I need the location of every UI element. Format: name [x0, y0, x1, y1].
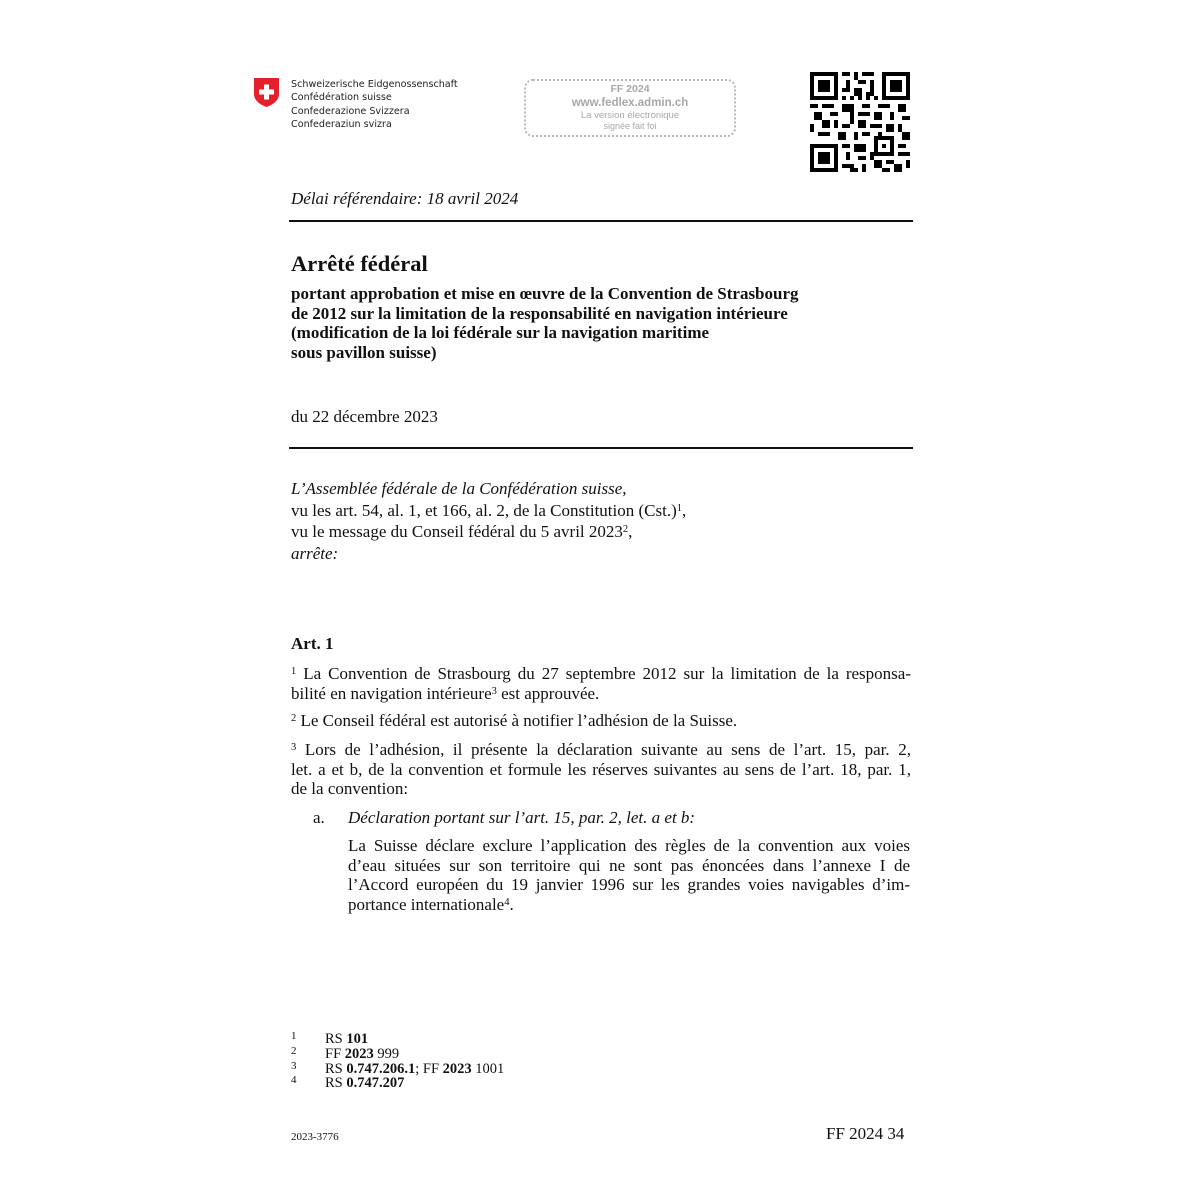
article-paragraph-2: $^2$ Le Conseil fédéral est autorisé à notifier l’adhésion de la Suisse. — [291, 711, 738, 730]
document-date: du 22 décembre 2023 — [291, 407, 438, 426]
subtitle-line: de 2012 sur la limitation de la responsabilité en navigation intérieure — [291, 303, 788, 323]
document-title: Arrêté fédéral — [291, 251, 428, 276]
footnote-ref[interactable]: 2 — [622, 524, 629, 535]
subtitle-line: (modification de la loi fédérale sur la navigation maritime — [291, 323, 710, 342]
title-divider — [289, 447, 913, 449]
subtitle-line: portant approbation et mise en œuvre de la Convention de Strasbourg — [291, 284, 799, 303]
stamp-line-1: FF 2024 — [610, 83, 650, 95]
article-paragraph-1: $^1$ La Convention de Strasbourg du 27 septembre 2012 sur la limitation de la responsa- bilité en navigation intérieure$^3$ est approuvée. — [291, 664, 911, 703]
confederation-name-fr: Confédération suisse — [291, 92, 392, 104]
confederation-name-rm: Confederaziun svizra — [291, 118, 392, 130]
qr-code — [810, 72, 910, 172]
footnote-ref[interactable]: 3 — [491, 685, 497, 697]
letter-marker: a. — [313, 808, 325, 827]
referendum-deadline: Délai référendaire: 18 avril 2024 — [291, 189, 519, 208]
swiss-cross-icon — [253, 77, 280, 108]
electronic-signature-stamp — [524, 79, 736, 137]
paragraph-number: 3 — [291, 742, 297, 753]
subtitle-line: sous pavillon suisse) — [291, 342, 437, 362]
page-reference: FF 2024 34 — [826, 1124, 905, 1143]
stamp-line-3: La version électronique — [580, 110, 680, 121]
declaration-text: La Suisse déclare exclure l’application des règles de la convention aux voies d’eau situées sur son territoire qui ne sont pas énoncées dans l’annexe I de l’Accord européen du 19 janvier 1996 sur les grandes voies navigables d’im- portance internationale$^4$. — [348, 836, 910, 914]
document-number: 2023-3776 — [291, 1131, 339, 1143]
declaration-title: Déclaration portant sur l’art. 15, par. 2, let. a et b: — [348, 808, 696, 827]
stamp-line-4: signée fait foi — [603, 121, 657, 131]
paragraph-number: 1 — [291, 666, 297, 677]
paragraph-number: 2 — [291, 713, 297, 724]
footnote-ref[interactable]: 4 — [504, 896, 510, 908]
stamp-line-2: www.fedlex.admin.ch — [571, 97, 689, 109]
article-paragraph-3: $^3$ Lors de l’adhésion, il présente la déclaration suivante au sens de l’art. 15, par. 2, let. a et b, de la convention et formule les réserves suivantes au sens de l’art. 18, par. 1, de la convention: — [291, 740, 911, 798]
article-heading: Art. 1 — [291, 634, 334, 653]
top-divider — [289, 220, 913, 222]
preamble — [291, 478, 686, 564]
message-reference: vu le message du Conseil fédéral du 5 avril 2023$^2$, — [291, 522, 633, 541]
document-subtitle — [291, 284, 916, 362]
assembly-line: L’Assemblée fédérale de la Confédération suisse, — [291, 479, 627, 498]
confederation-name-it: Confederazione Svizzera — [291, 105, 410, 117]
constitution-basis: vu les art. 54, al. 1, et 166, al. 2, de la Constitution $(Cst.)^1$, — [291, 500, 687, 520]
decrees-line: arrête: — [291, 543, 339, 563]
confederation-names — [291, 78, 458, 131]
confederation-name-de: Schweizerische Eidgenossenschaft — [291, 79, 458, 90]
footnote-ref[interactable]: 1 — [676, 502, 683, 514]
